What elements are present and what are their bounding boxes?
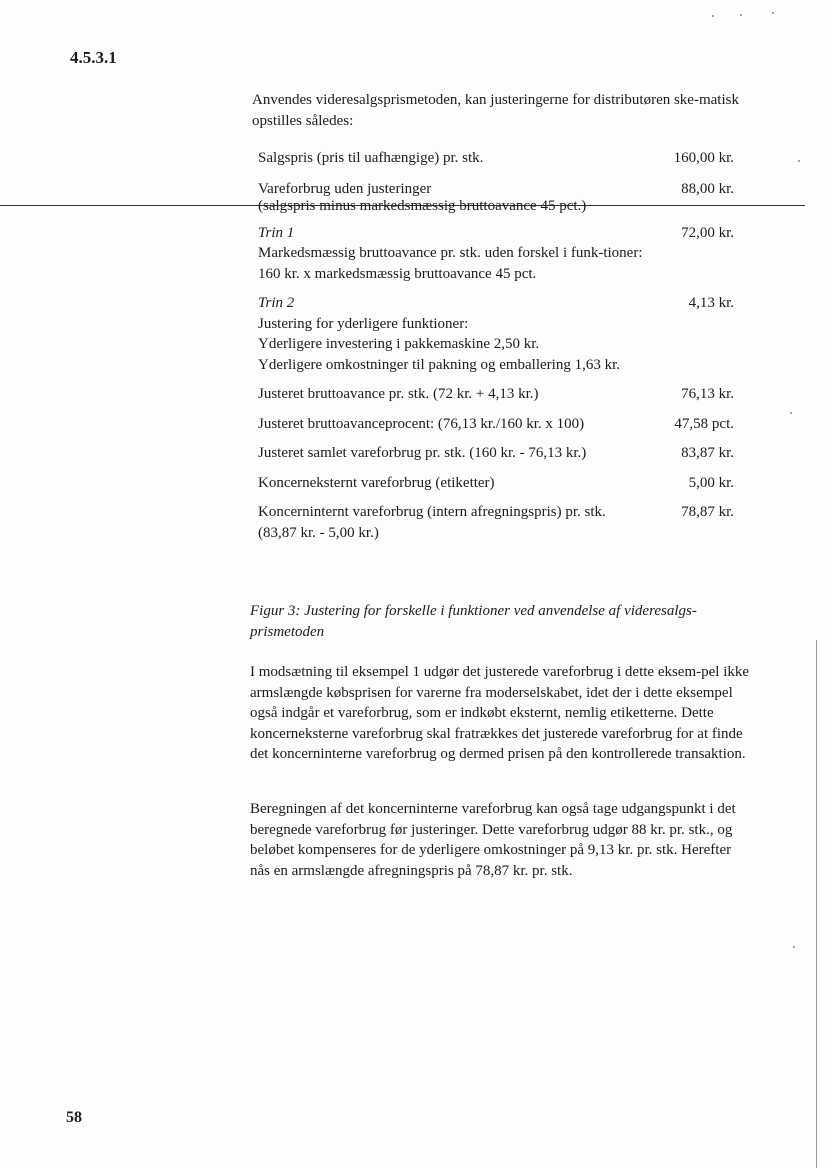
row-amount: 88,00 kr. xyxy=(681,180,734,197)
row-amount: 76,13 kr. xyxy=(681,386,734,402)
scan-speck xyxy=(798,160,800,162)
page-number: 58 xyxy=(66,1109,82,1126)
intro-text: Anvendes videresalgsprismetoden, kan justeringerne for distributøren ske-matisk opstilles således: xyxy=(252,92,739,129)
row-text: Justering for yderligere funktioner: xyxy=(258,315,469,332)
page-edge-line xyxy=(816,640,817,1168)
table-row xyxy=(258,414,734,435)
table-row xyxy=(258,473,734,494)
table-row xyxy=(258,179,734,217)
row-text: Justeret bruttoavance pr. stk. (72 kr. + 4,13 kr.) xyxy=(258,386,539,402)
scan-speck xyxy=(793,946,795,948)
scan-speck xyxy=(790,412,792,414)
step-label: Trin 1 xyxy=(258,224,295,241)
table-row xyxy=(258,502,734,543)
table-row xyxy=(258,293,734,375)
row-text: Markedsmæssig bruttoavance pr. stk. uden forskel i funk-tioner: xyxy=(258,245,643,261)
row-text: 160 kr. x markedsmæssig bruttoavance 45 pct. xyxy=(258,265,537,282)
table-row xyxy=(258,384,734,405)
row-amount: 160,00 kr. xyxy=(673,150,734,166)
section-number: 4.5.3.1 xyxy=(70,48,117,67)
table-row xyxy=(258,148,734,169)
adjustment-table xyxy=(258,148,734,543)
row-text: Justeret bruttoavanceprocent: (76,13 kr./160 kr. x 100) xyxy=(258,415,585,432)
row-text: Yderligere investering i pakkemaskine 2,50 kr. xyxy=(258,336,540,352)
row-amount: 72,00 kr. xyxy=(681,224,734,241)
figure-caption: Figur 3: Justering for forskelle i funktioner ved anvendelse af videresalgs-prismetoden xyxy=(250,603,697,640)
scan-speck xyxy=(712,15,714,17)
row-amount: 5,00 kr. xyxy=(688,474,734,491)
row-amount: 4,13 kr. xyxy=(688,295,734,311)
table-row xyxy=(258,223,734,285)
row-text: Yderligere omkostninger til pakning og emballering 1,63 kr. xyxy=(258,356,621,373)
row-text: Justeret samlet vareforbrug pr. stk. (160 kr. - 76,13 kr.) xyxy=(258,445,587,461)
row-text: Koncerninternt vareforbrug (intern afregningspris) pr. stk. xyxy=(258,504,606,520)
body-paragraph: Beregningen af det koncerninterne vareforbrug kan også tage udgangspunkt i det beregnede vareforbrug før justeringer. Dette vareforbrug udgør 88 kr. pr. stk., og beløbet kompenseres for de yderligere omkostninger på 9,13 kr. pr. stk. Herefter nås en armslængde afregningspris på 78,87 kr. pr. stk. xyxy=(250,801,736,879)
step-label: Trin 2 xyxy=(258,295,295,311)
row-text: Koncerneksternt vareforbrug (etiketter) xyxy=(258,474,495,491)
row-amount: 47,58 pct. xyxy=(674,415,734,432)
scan-speck xyxy=(772,12,774,14)
row-amount: 78,87 kr. xyxy=(681,504,734,520)
body-paragraph: I modsætning til eksempel 1 udgør det justerede vareforbrug i dette eksem-pel ikke armslængde købsprisen for varerne fra moderselskabet, idet der i dette eksempel også indgår et vareforbrug, som er indkøbt eksternt, nemlig etiketterne. Dette koncerneksterne vareforbrug skal fratrækkes det justerede vareforbrug for at finde det koncerninterne vareforbrug og dermed prisen på den kontrollerede transaktion. xyxy=(250,664,750,762)
row-text: (salgspris minus markedsmæssig bruttoavance 45 pct.) xyxy=(258,198,587,214)
row-text: Salgspris (pris til uafhængige) pr. stk. xyxy=(258,150,484,166)
table-row xyxy=(258,443,734,464)
row-text: (83,87 kr. - 5,00 kr.) xyxy=(258,524,379,541)
scan-speck xyxy=(740,14,742,16)
row-amount: 83,87 kr. xyxy=(681,445,734,461)
row-text: Vareforbrug uden justeringer xyxy=(258,180,432,197)
